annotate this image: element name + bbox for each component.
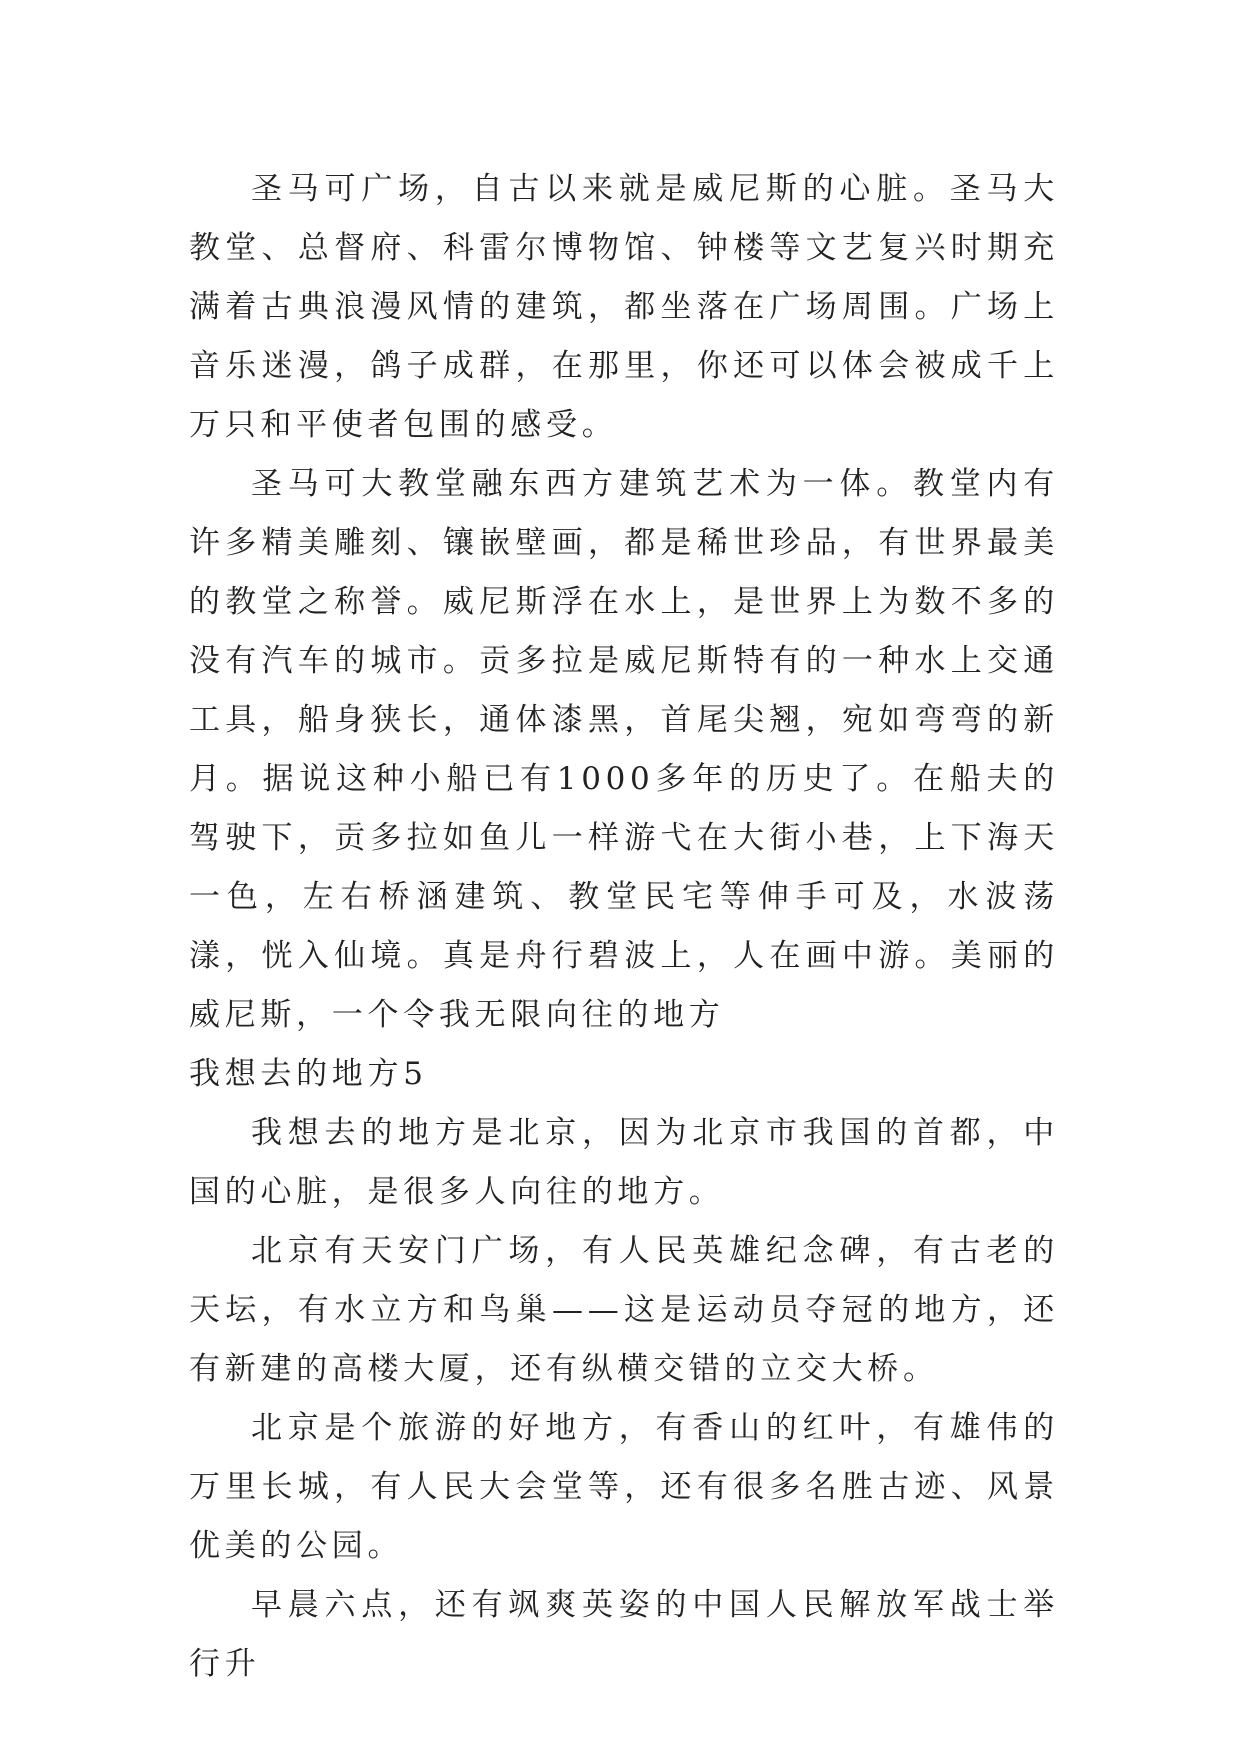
paragraph-beijing-tourism: 北京是个旅游的好地方，有香山的红叶，有雄伟的万里长城，有人民大会堂等，还有很多名胜古迹、风景优美的公园。: [189, 1410, 1059, 1564]
section-heading: 我想去的地方5: [189, 1056, 428, 1092]
paragraph-st-mark-square: 圣马可广场，自古以来就是威尼斯的心脏。圣马大教堂、总督府、科雷尔博物馆、钟楼等文艺复兴时期充满着古典浪漫风情的建筑，都坐落在广场周围。广场上音乐迷漫，鸽子成群，在那里，你还可以体会被成千上万只和平使者包围的感受。: [189, 171, 1059, 443]
paragraph-st-mark-basilica: 圣马可大教堂融东西方建筑艺术为一体。教堂内有许多精美雕刻、镶嵌壁画，都是稀世珍品，有世界最美的教堂之称誉。威尼斯浮在水上，是世界上为数不多的没有汽车的城市。贡多拉是威尼斯特有的一种水上交通工具，船身狭长，通体漆黑，首尾尖翘，宛如弯弯的新月。据说这种小船已有1000多年的历史了。在船夫的驾驶下，贡多拉如鱼儿一样游弋在大街小巷，上下海天一色，左右桥涵建筑、教堂民宅等伸手可及，水波荡漾，恍入仙境。真是舟行碧波上，人在画中游。美丽的威尼斯，一个令我无限向往的地方: [189, 466, 1059, 1033]
paragraph-beijing-landmarks: 北京有天安门广场，有人民英雄纪念碑，有古老的天坛，有水立方和鸟巢——这是运动员夺冠的地方，还有新建的高楼大厦，还有纵横交错的立交大桥。: [189, 1233, 1059, 1387]
paragraph-morning-flag: 早晨六点，还有飒爽英姿的中国人民解放军战士举行升: [189, 1587, 1059, 1682]
paragraph-beijing-intro: 我想去的地方是北京，因为北京市我国的首都，中国的心脏，是很多人向往的地方。: [189, 1115, 1059, 1210]
document-body: [189, 160, 1059, 1694]
